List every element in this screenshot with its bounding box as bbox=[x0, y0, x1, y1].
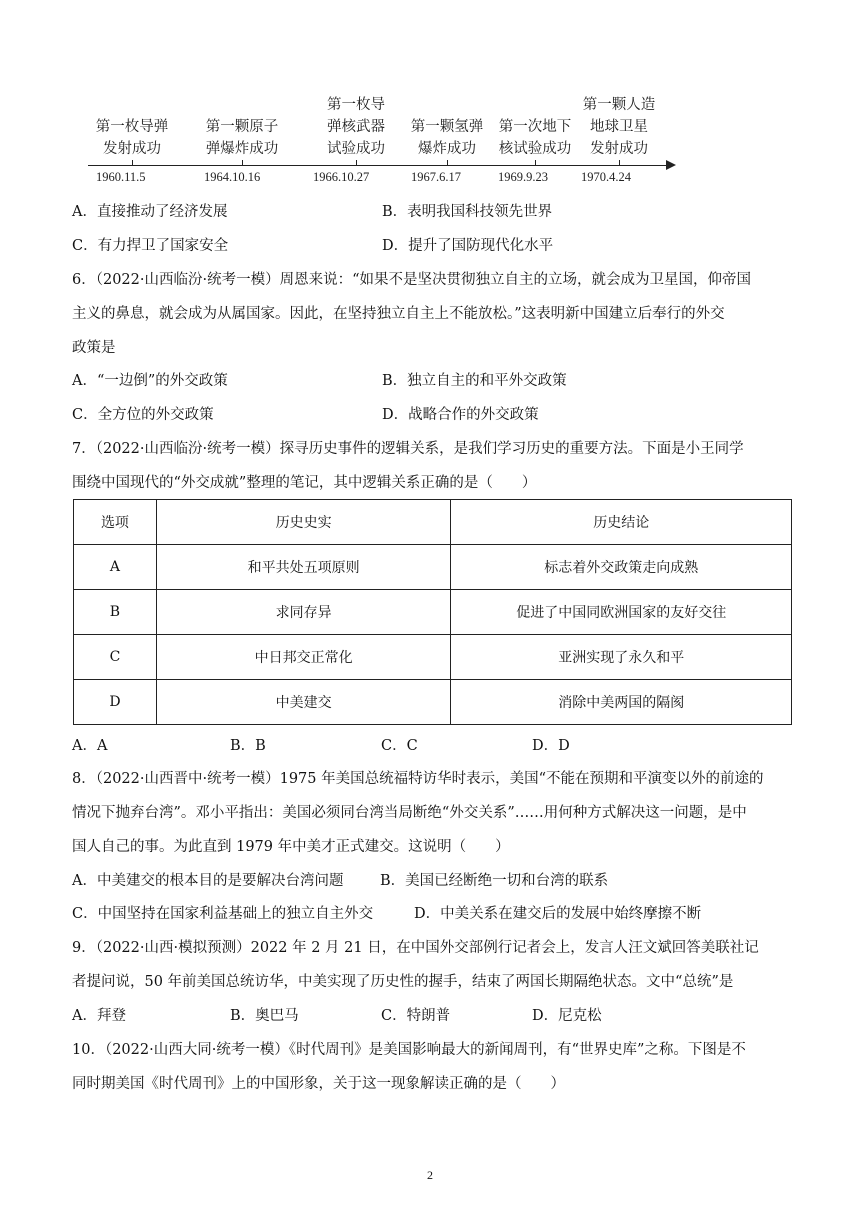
q6-stem-line: 主义的鼻息，就会成为从属国家。因此，在坚持独立自主上不能放松。”这表明新中国建立后奉行的外交 bbox=[72, 306, 725, 322]
q5-options-row-2 bbox=[72, 236, 792, 256]
q8-stem-line: 8．（2022·山西晋中·统考一模）1975 年美国总统福特访华时表示，美国“不能在预期和平演变以外的前途的 bbox=[72, 771, 764, 787]
q7-option-a[interactable]: A．A bbox=[72, 738, 108, 754]
q9-option-b[interactable]: B．奥巴马 bbox=[230, 1008, 299, 1024]
table-cell: D bbox=[74, 680, 157, 725]
q9-option-a[interactable]: A．拜登 bbox=[72, 1008, 126, 1024]
timeline-axis bbox=[88, 165, 668, 166]
timeline-event: 第一枚导 弹核武器 试验成功 bbox=[327, 97, 385, 157]
timeline-date: 1970.4.24 bbox=[581, 170, 631, 184]
timeline-event: 第一颗氢弹 爆炸成功 bbox=[410, 119, 484, 157]
timeline-date: 1960.11.5 bbox=[96, 170, 146, 184]
timeline-event: 第一颗人造 地球卫星 发射成功 bbox=[582, 97, 656, 157]
timeline-tick bbox=[535, 160, 536, 165]
timeline-tick bbox=[619, 160, 620, 165]
table-row bbox=[74, 635, 792, 680]
timeline-arrow-icon bbox=[666, 160, 676, 170]
table-cell: 标志着外交政策走向成熟 bbox=[451, 545, 792, 590]
timeline-date: 1966.10.27 bbox=[313, 170, 370, 184]
timeline-event: 第一颗原子 弹爆炸成功 bbox=[205, 119, 279, 157]
page-number: 2 bbox=[427, 1168, 433, 1182]
timeline-figure bbox=[88, 88, 678, 188]
timeline-date: 1967.6.17 bbox=[411, 170, 461, 184]
timeline-tick bbox=[447, 160, 448, 165]
table-header-cell: 选项 bbox=[74, 500, 157, 545]
q9-stem-line: 9．（2022·山西·模拟预测）2022 年 2 月 21 日，在中国外交部例行记者会上，发言人汪文斌回答美联社记 bbox=[72, 940, 759, 956]
table-row bbox=[74, 680, 792, 725]
q5-options-row-1 bbox=[72, 202, 792, 222]
table-cell: 促进了中国同欧洲国家的友好交往 bbox=[451, 590, 792, 635]
q6-option-a[interactable]: A．“一边倒”的外交政策 bbox=[72, 373, 228, 389]
q5-option-a[interactable]: A．直接推动了经济发展 bbox=[72, 204, 228, 220]
q7-stem-line: 7．（2022·山西临汾·统考一模）探寻历史事件的逻辑关系，是我们学习历史的重要方法。下面是小王同学 bbox=[72, 441, 744, 457]
q7-option-b[interactable]: B．B bbox=[230, 738, 266, 754]
table-row bbox=[74, 590, 792, 635]
q7-notes-table bbox=[73, 499, 792, 725]
q8-options-row-1 bbox=[72, 871, 792, 891]
timeline-date: 1969.9.23 bbox=[498, 170, 548, 184]
q9-options-row bbox=[72, 1006, 792, 1026]
q7-options-row bbox=[72, 736, 792, 756]
table-cell: C bbox=[74, 635, 157, 680]
q6-options-row-2 bbox=[72, 405, 792, 425]
q8-options-row-2 bbox=[72, 904, 792, 924]
table-cell: 消除中美两国的隔阂 bbox=[451, 680, 792, 725]
q8-stem-line: 国人自己的事。为此直到 1979 年中美才正式建交。这说明（ ） bbox=[72, 839, 510, 855]
q6-options-row-1 bbox=[72, 371, 792, 391]
q5-option-d[interactable]: D．提升了国防现代化水平 bbox=[382, 238, 554, 254]
q7-stem-line: 围绕中国现代的“外交成就”整理的笔记，其中逻辑关系正确的是（ ） bbox=[72, 475, 537, 491]
q10-stem-line: 同时期美国《时代周刊》上的中国形象，关于这一现象解读正确的是（ ） bbox=[72, 1076, 565, 1092]
q6-stem-line: 6．（2022·山西临汾·统考一模）周恩来说：“如果不是坚决贯彻独立自主的立场，就会成为卫星国，仰帝国 bbox=[72, 272, 752, 288]
q7-option-c[interactable]: C．C bbox=[381, 738, 418, 754]
q8-option-d[interactable]: D．中美关系在建交后的发展中始终摩擦不断 bbox=[414, 906, 702, 922]
table-cell: A bbox=[74, 545, 157, 590]
q6-stem-line: 政策是 bbox=[72, 340, 116, 356]
q9-stem-line: 者提问说，50 年前美国总统访华，中美实现了历史性的握手，结束了两国长期隔绝状态。文中“总统”是 bbox=[72, 974, 734, 990]
q5-option-b[interactable]: B．表明我国科技领先世界 bbox=[382, 204, 553, 220]
q9-option-c[interactable]: C．特朗普 bbox=[381, 1008, 451, 1024]
q6-option-c[interactable]: C．全方位的外交政策 bbox=[72, 407, 214, 423]
table-cell: 中日邦交正常化 bbox=[156, 635, 451, 680]
q8-option-c[interactable]: C．中国坚持在国家利益基础上的独立自主外交 bbox=[72, 906, 374, 922]
table-cell: 中美建交 bbox=[156, 680, 451, 725]
q8-option-a[interactable]: A．中美建交的根本目的是要解决台湾问题 bbox=[72, 873, 344, 889]
timeline-tick bbox=[132, 160, 133, 165]
timeline-tick bbox=[356, 160, 357, 165]
table-cell: B bbox=[74, 590, 157, 635]
timeline-date: 1964.10.16 bbox=[204, 170, 261, 184]
q7-option-d[interactable]: D．D bbox=[532, 738, 570, 754]
q10-stem-line: 10．（2022·山西大同·统考一模）《时代周刊》是美国影响最大的新闻周刊，有“世界史库”之称。下图是不 bbox=[72, 1042, 746, 1058]
timeline-event: 第一次地下 核试验成功 bbox=[498, 119, 572, 157]
q5-option-c[interactable]: C．有力捍卫了国家安全 bbox=[72, 238, 229, 254]
q8-stem-line: 情况下抛弃台湾”。邓小平指出：美国必须同台湾当局断绝“外交关系”……用何种方式解决这一问题，是中 bbox=[72, 805, 747, 821]
timeline-tick bbox=[242, 160, 243, 165]
table-row bbox=[74, 545, 792, 590]
table-cell: 亚洲实现了永久和平 bbox=[451, 635, 792, 680]
table-header-row bbox=[74, 500, 792, 545]
table-cell: 求同存异 bbox=[156, 590, 451, 635]
table-header-cell: 历史结论 bbox=[451, 500, 792, 545]
q6-option-b[interactable]: B．独立自主的和平外交政策 bbox=[382, 373, 567, 389]
table-header-cell: 历史史实 bbox=[156, 500, 451, 545]
q8-option-b[interactable]: B．美国已经断绝一切和台湾的联系 bbox=[380, 873, 609, 889]
table-cell: 和平共处五项原则 bbox=[156, 545, 451, 590]
q6-option-d[interactable]: D．战略合作的外交政策 bbox=[382, 407, 539, 423]
timeline-event: 第一枚导弹 发射成功 bbox=[95, 119, 169, 157]
q9-option-d[interactable]: D．尼克松 bbox=[532, 1008, 602, 1024]
